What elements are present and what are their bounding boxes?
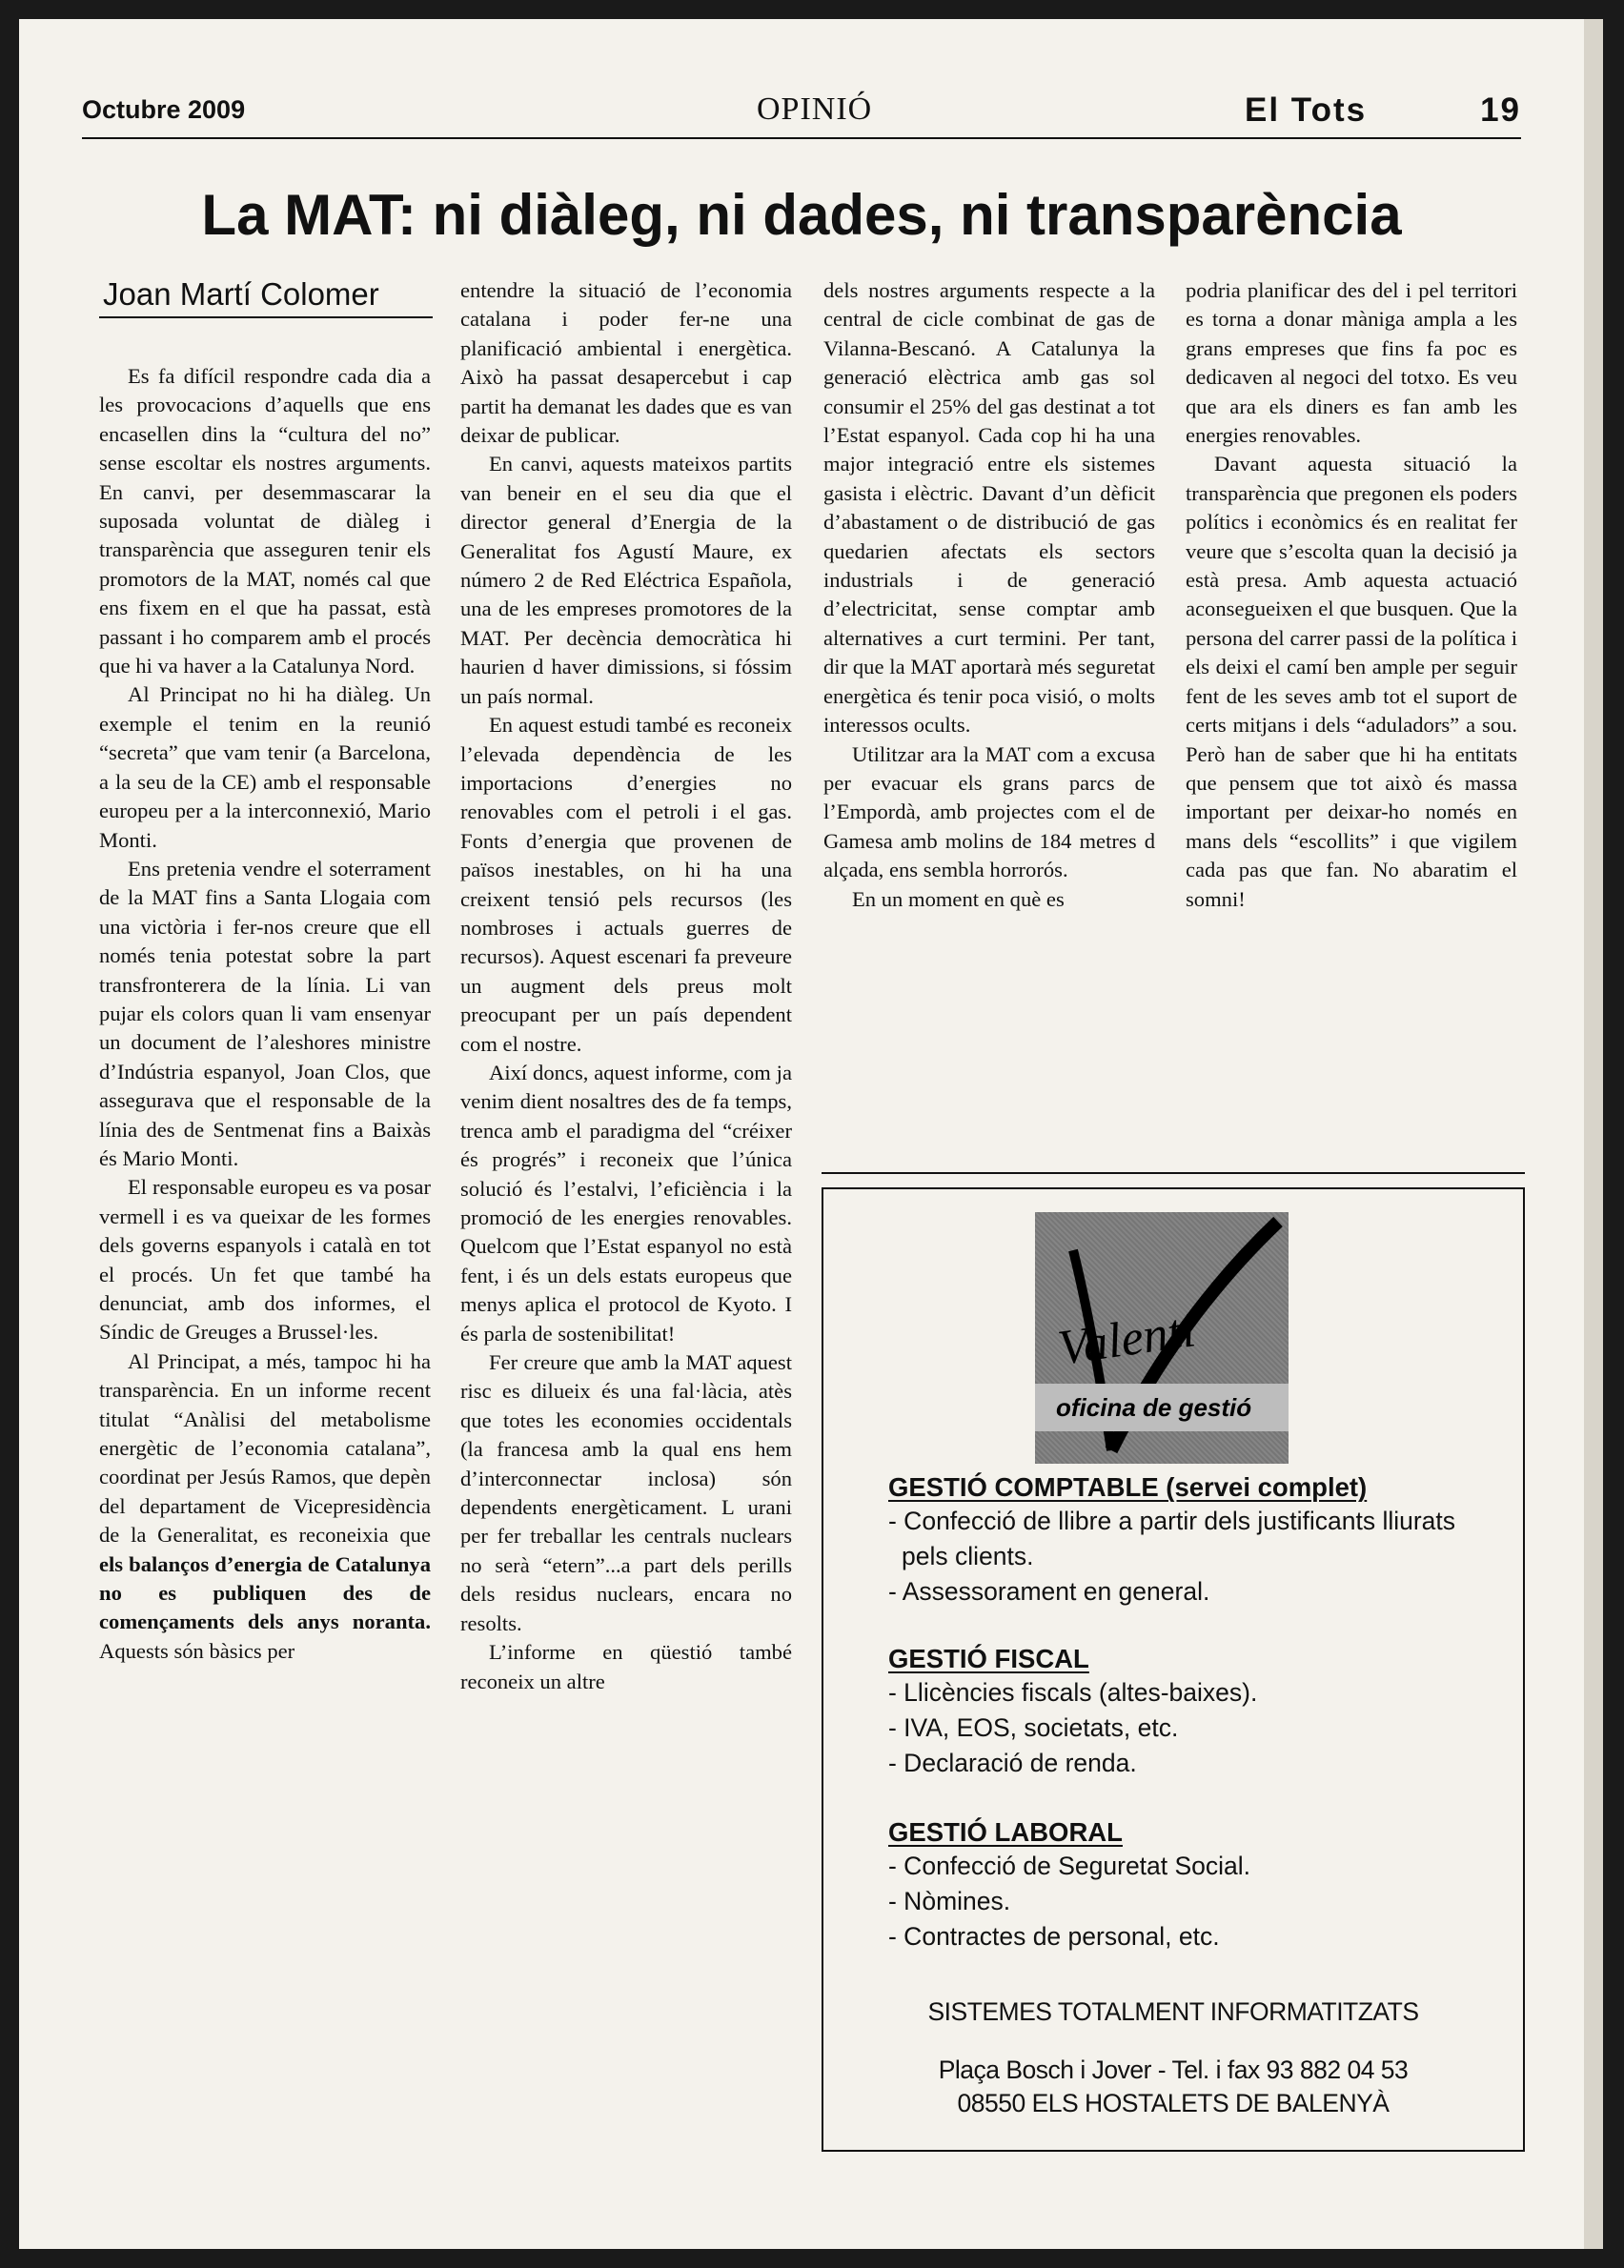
paragraph-text: Al Principat, a més, tampoc hi ha transparència. En un informe recent titulat “Anàlisi del metabolisme energètic de l’economia catalana”, coordinat per Jesús Ramos, que depèn del departament de Vicepresidència de la Generalitat, es reconeixia que: [99, 1348, 431, 1548]
logo-subtitle: oficina de gestió: [1056, 1393, 1252, 1422]
paragraph: En canvi, aquests mateixos partits van beneir en el seu dia que el director general d’Energia de la Generalitat fos Agustí Maure, ex número 2 de Red Eléctrica Española, una de les empreses promotores de la MAT. Per decència democràtica hi haurien d haver dimissions, si fóssim un país normal.: [460, 452, 792, 708]
ad-list-item: - Nòmines.: [888, 1887, 1011, 1915]
header-rule: [82, 137, 1521, 139]
paragraph: Ens pretenia vendre el soterrament de la MAT fins a Santa Llogaia com una victòria i fer-nos creure que ell només tenia potestat sobre la part transfronterera de la línia. Li van pujar els colors quan li vam ensenyar un document de l’aleshores ministre d’Indústria espanyol, Joan Clos, que assegurava que el responsable de la línia des de Sentmenat fins a Baixàs és Mario Monti.: [99, 856, 431, 1170]
ad-list-item: - Llicències fiscals (altes-baixes).: [888, 1678, 1258, 1707]
ad-list-item: - Contractes de personal, etc.: [888, 1922, 1220, 1951]
ad-tagline: SISTEMES TOTALMENT INFORMATITZATS: [927, 1997, 1419, 2026]
ad-section-fiscal: [888, 1643, 1479, 1781]
paragraph: podria planificar des del i pel territori es torna a donar màniga ampla a les grans empreses que fins fa poc es dedicaven al negoci del totxo. Es veu que ara els diners es fan amb les energies renovables.: [1186, 278, 1517, 448]
article-column-3: [823, 276, 1155, 914]
article-column-4: [1186, 276, 1517, 914]
article-author: Joan Martí Colomer: [103, 276, 379, 312]
paragraph: En aquest estudi també es reconeix l’elevada dependència de les importacions d’energies no renovables com el petroli i el gas. Fonts d’energia que provenen de països inestables, on hi ha una creixent tensió pels recursos (les nombroses i actuals guerres de recursos). Aquest escenari fa preveure un augment dels preus molt preocupant per un país dependent com el nostre.: [460, 713, 792, 1056]
ad-list-item: - Confecció de Seguretat Social.: [888, 1852, 1251, 1880]
article-column-1: [99, 362, 431, 1666]
ad-section-accounting: [888, 1471, 1479, 1610]
byline-rule: [99, 316, 433, 318]
company-logo: [1035, 1212, 1289, 1464]
advertisement: [822, 1187, 1525, 2152]
ad-city: 08550 ELS HOSTALETS DE BALENYÀ: [957, 2089, 1390, 2117]
ad-list-item: - Declaració de renda.: [888, 1749, 1137, 1777]
paragraph: dels nostres arguments respecte a la central de cicle combinat de gas de Vilanna-Bescanó. A Catalunya la generació elèctrica amb gas sol consumir el 25% del gas destinat a tot l’Estat espanyol. Cada cop hi ha una major integració entre els sistemes gasista i elèctric. Davant d’un dèficit d’abastament o de distribució de gas quedarien afectats els sectors industrials i de generació d’electricitat, sense comptar amb alternatives a curt termini. Per tant, dir que la MAT aportarà més seguretat energètica és tenir poca visió, o molts interessos ocults.: [823, 278, 1155, 738]
ad-section-heading: GESTIÓ LABORAL: [888, 1817, 1123, 1847]
paragraph: Fer creure que amb la MAT aquest risc es dilueix és una fal·làcia, atès que totes les economies occidentals (la francesa amb la qual ens hem d’interconnectar inclosa) són dependents energèticament. L urani per fer treballar les centrals nuclears no serà “etern”...a part dels perills dels residus nuclears, encara no resolts.: [460, 1350, 792, 1635]
ad-top-rule: [822, 1172, 1525, 1174]
paragraph: entendre la situació de l’economia catalana i poder fer-ne una planificació ambiental i energètica. Això ha passat desapercebut i cap partit ha demanat les dades que es van deixar de publicar.: [460, 278, 792, 448]
paragraph: El responsable europeu es va posar vermell i es va queixar de les formes dels governs espanyols i català en tot el procés. Un fet que també ha denunciat, amb dos informes, el Síndic de Greuges a Brussel·les.: [99, 1175, 431, 1345]
ad-list-item: - IVA, EOS, societats, etc.: [888, 1713, 1179, 1742]
section-name: OPINIÓ: [757, 91, 873, 127]
ad-section-heading: GESTIÓ FISCAL: [888, 1644, 1089, 1673]
issue-date: Octubre 2009: [82, 95, 246, 124]
ad-list-item: - Assessorament en general.: [888, 1577, 1210, 1606]
page-header: [82, 91, 1521, 137]
logo-name: Valenti: [1054, 1303, 1199, 1376]
paragraph: [99, 1347, 431, 1666]
ad-list-item: - Confecció de llibre a partir dels justificants lliurats pels clients.: [888, 1507, 1456, 1570]
article-title: La MAT: ni diàleg, ni dades, ni transparència: [201, 183, 1402, 247]
article-column-2: [460, 276, 792, 1696]
ad-address: Plaça Bosch i Jover - Tel. i fax 93 882 04 53: [938, 2055, 1409, 2084]
page-number: 19: [1480, 91, 1521, 129]
publication-name: El Tots: [1245, 91, 1368, 129]
paragraph: Utilitzar ara la MAT com a excusa per evacuar els grans parcs de l’Empordà, amb projectes com el de Gamesa amb molins de 184 metres d alçada, ens sembla horrorós.: [823, 741, 1155, 882]
paragraph-text: Aquests són bàsics per: [99, 1638, 295, 1663]
ad-footer: [823, 1997, 1523, 2118]
ad-section-heading: GESTIÓ COMPTABLE (servei complet): [888, 1472, 1368, 1502]
bold-highlight: els balanços d’energia de Catalunya no es publiquen des de començaments dels anys noranta.: [99, 1551, 431, 1634]
ad-section-labor: [888, 1816, 1479, 1954]
paragraph: Al Principat no hi ha diàleg. Un exemple el tenim en la reunió “secreta” que vam tenir (a Barcelona, a la seu de la CE) amb el responsable europeu per a la interconnexió, Mario Monti.: [99, 682, 431, 852]
paragraph: Davant aquesta situació la transparència que pregonen els poders polítics i econòmics és en realitat fer veure que s’escolta quan la decisió ja està presa. Amb aquesta actuació aconsegueixen el que busquen. Que la persona del carrer passi de la política i els deixi el camí ben ample per seguir fent de les seves amb tot el suport de certs mitjans i dels “aduladors” a sou. Però han de saber que hi ha entitats que pensem que tot això és massa important per deixar-ho només en mans dels “escollits” i que vigilem cada pas que fan. No abaratim el somni!: [1186, 452, 1517, 911]
binding-edge: [1584, 19, 1603, 2249]
paragraph: L’informe en qüestió també reconeix un altre: [460, 1640, 792, 1693]
paragraph: Així doncs, aquest informe, com ja venim dient nosaltres des de fa temps, trenca amb el paradigma del “créixer és progrés” i reconeix que l’única solució és l’estalvi, l’eficiència i la promoció de les energies renovables. Quelcom que l’Estat espanyol no està fent, i és un dels estats europeus que menys aplica el protocol de Kyoto. I és parla de sostenibilitat!: [460, 1060, 792, 1346]
paragraph: En un moment en què es: [852, 886, 1065, 911]
paragraph: Es fa difícil respondre cada dia a les provocacions d’aquells que ens encasellen dins la “cultura del no” sense escoltar els nostres arguments. En canvi, per desemmascarar la suposada voluntat de diàleg i transparència que asseguren tenir els promotors de la MAT, només cal que ens fixem en el que ha passat, està passant i ho comparem amb el procés que hi va haver a la Catalunya Nord.: [99, 364, 431, 678]
